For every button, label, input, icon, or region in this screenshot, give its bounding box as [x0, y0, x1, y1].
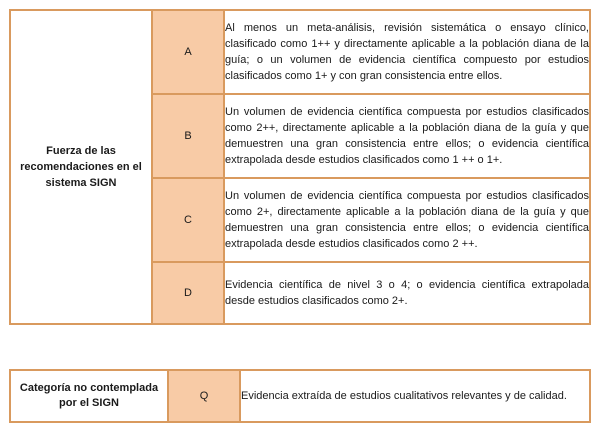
sign-recommendation-table — [9, 9, 591, 325]
table-row-grade-q — [10, 370, 590, 422]
sign-category-q-table — [9, 369, 591, 423]
q-row-heading: Categoría no contemplada por el SIGN — [10, 370, 168, 422]
table-row-grade-a — [10, 10, 590, 94]
row-heading: Fuerza de las recomendaciones en el sistema SIGN — [10, 10, 152, 324]
grade-description-a: Al menos un meta-análisis, revisión sistemática o ensayo clínico, clasificado como 1++ y directamente aplicable a la población diana de la guía; o un volumen de evidencia científica compuesto por estudios clasificados como 1+ y con gran consistencia entre ellos. — [224, 10, 590, 94]
grade-description-b: Un volumen de evidencia científica compuesta por estudios clasificados como 2++, directamente aplicable a la población diana de la guía y que demuestren una gran consistencia entre ellos; o evidencia científica extrapolada desde estudios clasificados como 1 ++ o 1+. — [224, 94, 590, 178]
grade-description-q: Evidencia extraída de estudios cualitativos relevantes y de calidad. — [240, 370, 590, 422]
grade-label-c: C — [152, 178, 224, 262]
grade-label-b: B — [152, 94, 224, 178]
grade-label-a: A — [152, 10, 224, 94]
grade-label-q: Q — [168, 370, 240, 422]
grade-label-d: D — [152, 262, 224, 324]
grade-description-d: Evidencia científica de nivel 3 o 4; o evidencia científica extrapolada desde estudios clasificados como 2+. — [224, 262, 590, 324]
grade-description-c: Un volumen de evidencia científica compuesta por estudios clasificados como 2+, directamente aplicable a la población diana de la guía y que demuestren una gran consistencia entre ellos; o evidencia científica extrapolada desde estudios clasificados como 2 ++. — [224, 178, 590, 262]
